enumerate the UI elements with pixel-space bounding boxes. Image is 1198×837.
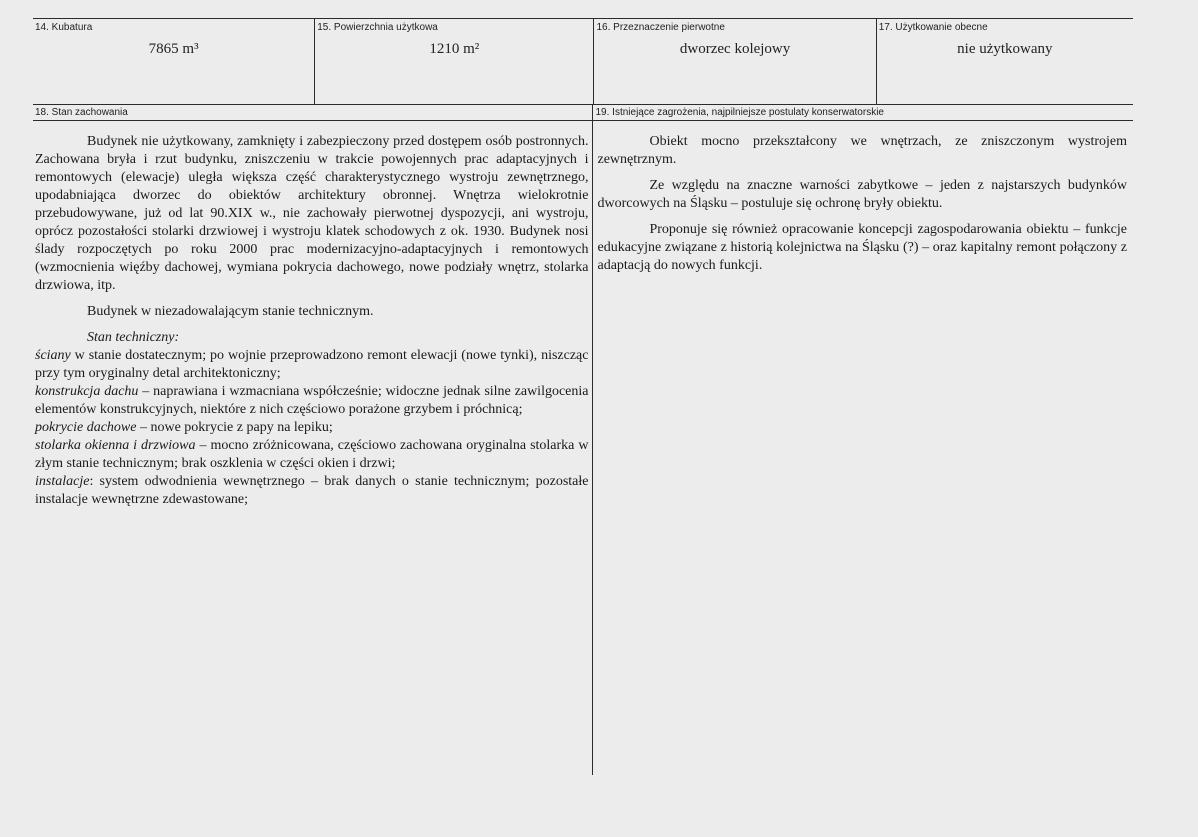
stan-paragraph-1: Budynek nie użytkowany, zamknięty i zabezpieczony przed dostępem osób postronnych. Zachowana bryła i rzut budynku, zniszczeniu w trakcie powojennych prac adaptacyjnych i remontowych (elewacje) uległa większa część charakterystycznego wystroju zewnętrznego, upodabniająca dworzec do obiektów architektury obronnej. Wnętrza wielokrotnie przebudowywane, już od lat 90.XIX w., nie zachowały pierwotnej dyspozycji, ani wystroju, oprócz pozostałości stolarki drzwiowej i wystroju klatek schodowych z ok. 1930. Budynek nosi ślady rozpoczętych po roku 2000 prac modernizacyjno-adaptacyjnych i remontowych (wzmocnienia więźby dachowej, wymiana pokrycia dachowego, nowe podziały wnętrz, stolarka drzwiowa, itp.: [35, 134, 589, 293]
condition-text: – naprawiana i wzmacniana współcześnie; widoczne jednak silne zawilgocenia elementów konstrukcyjnych, niektóre z nich częściowo porażone grzybem i próchnicą;: [35, 384, 589, 417]
zagrozenia-label: 19. Istniejące zagrożenia, najpilniejsze postulaty konserwatorskie: [593, 105, 1133, 121]
top-row: [33, 19, 1133, 105]
condition-item: [35, 473, 588, 509]
bottom-row: [33, 105, 1133, 775]
cell-powierzchnia: [314, 19, 593, 104]
zagrozenia-panel: [593, 105, 1133, 775]
przeznaczenie-value: dworzec kolejowy: [679, 41, 791, 57]
condition-text: – mocno zróżnicowana, częściowo zachowana oryginalna stolarka w złym stanie technicznym; brak oszklenia w części okien i drzwi;: [35, 438, 589, 471]
zagrozenia-paragraph: Proponuje się również opracowanie koncepcji zagospodarowania obiektu – funkcje edukacyjne związane z historią kolejnictwa na Śląsku (?) – oraz kapitalny remont połączony z adaptacją do nowych funkcji.: [597, 222, 1127, 273]
cell-uzytkowanie: [876, 19, 1133, 104]
condition-text: – nowe pokrycie z papy na lepiku;: [136, 420, 333, 435]
condition-text: : system odwodnienia wewnętrznego – brak danych o stanie technicznym; pozostałe instalacje wewnętrzne zdewastowane;: [35, 474, 589, 507]
przeznaczenie-label: 16. Przeznaczenie pierwotne: [596, 22, 725, 33]
condition-term: ściany: [35, 348, 71, 363]
uzytkowanie-label: 17. Użytkowanie obecne: [878, 22, 988, 33]
condition-item: [35, 347, 588, 383]
condition-item: [35, 437, 588, 473]
cell-kubatura: [33, 19, 314, 104]
uzytkowanie-value: nie użytkowany: [957, 41, 1053, 57]
powierzchnia-label: 15. Powierzchnia użytkowa: [317, 22, 438, 33]
condition-title: Stan techniczny:: [87, 330, 180, 345]
stan-zachowania-panel: [33, 105, 593, 775]
zagrozenia-paragraph: Obiekt mocno przekształcony we wnętrzach, ze zniszczonym wystrojem zewnętrznym.: [597, 134, 1127, 167]
zagrozenia-body: [593, 121, 1133, 275]
condition-item: [35, 383, 588, 419]
condition-list: [35, 329, 588, 509]
condition-text: w stanie dostatecznym; po wojnie przeprowadzono remont elewacji (nowe tynki), niszcząc przy tym oryginalny detal architektoniczny;: [35, 348, 589, 381]
condition-item: [35, 419, 588, 437]
kubatura-label: 14. Kubatura: [35, 22, 93, 33]
zagrozenia-paragraph: Ze względu na znaczne warności zabytkowe – jeden z najstarszych budynków dworcowych na Śląsku – postuluje się ochronę bryły obiektu.: [597, 178, 1127, 211]
record-card-table: [33, 18, 1133, 774]
cell-przeznaczenie: [593, 19, 875, 104]
condition-term: stolarka okienna i drzwiowa: [35, 438, 196, 453]
condition-term: pokrycie dachowe: [35, 420, 137, 435]
kubatura-value: 7865 m³: [148, 41, 199, 57]
condition-term: konstrukcja dachu: [35, 384, 139, 399]
stan-zachowania-label: 18. Stan zachowania: [33, 105, 592, 121]
stan-zachowania-body: [33, 121, 592, 509]
powierzchnia-value: 1210 m²: [429, 41, 480, 57]
stan-paragraph-2: Budynek w niezadowalającym stanie technicznym.: [87, 304, 374, 319]
condition-term: instalacje: [35, 474, 90, 489]
